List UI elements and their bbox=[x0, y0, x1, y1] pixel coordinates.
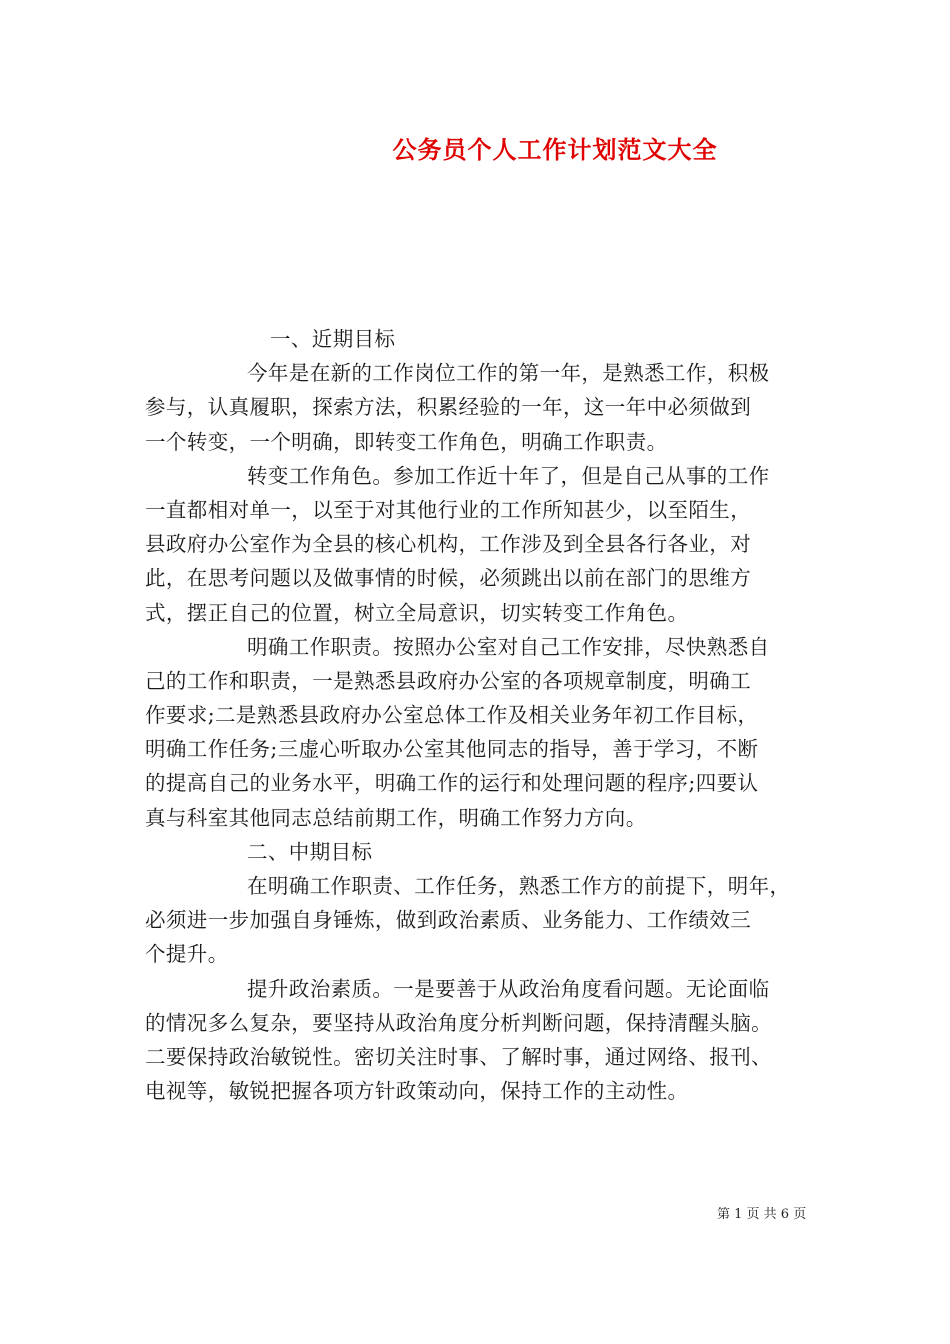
paragraph-line: 一个转变，一个明确，即转变工作角色，明确工作职责。 bbox=[145, 429, 668, 454]
paragraph-line: 电视等，敏锐把握各项方针政策动向，保持工作的主动性。 bbox=[145, 1079, 689, 1104]
paragraph-line: 在明确工作职责、工作任务，熟悉工作方的前提下，明年， bbox=[247, 874, 791, 898]
section-heading: 一、近期目标 bbox=[270, 327, 396, 351]
paragraph-line: 的提高自己的业务水平，明确工作的运行和处理问题的程序;四要认 bbox=[145, 771, 759, 796]
paragraph-line: 县政府办公室作为全县的核心机构，工作涉及到全县各行各业，对 bbox=[145, 532, 752, 557]
document-body bbox=[145, 322, 810, 1108]
paragraph-line: 转变工作角色。参加工作近十年了，但是自己从事的工作 bbox=[247, 463, 770, 488]
paragraph-line: 必须进一步加强自身锤炼，做到政治素质、业务能力、工作绩效三 bbox=[145, 908, 752, 933]
paragraph-line: 式，摆正自己的位置，树立全局意识，切实转变工作角色。 bbox=[145, 600, 689, 625]
paragraph-line: 作要求;二是熟悉县政府办公室总体工作及相关业务年初工作目标， bbox=[145, 703, 759, 728]
paragraph-line: 一直都相对单一，以至于对其他行业的工作所知甚少，以至陌生， bbox=[145, 497, 752, 522]
paragraph-line: 己的工作和职责，一是熟悉县政府办公室的各项规章制度，明确工 bbox=[145, 668, 752, 693]
paragraph-line: 明确工作职责。按照办公室对自己工作安排，尽快熟悉自 bbox=[247, 634, 770, 659]
paragraph-line: 真与科室其他同志总结前期工作，明确工作努力方向。 bbox=[145, 805, 647, 830]
paragraph-line: 提升政治素质。一是要善于从政治角度看问题。无论面临 bbox=[247, 976, 770, 1001]
paragraph-line: 的情况多么复杂，要坚持从政治角度分析判断问题，保持清醒头脑。 bbox=[145, 1010, 772, 1035]
paragraph-line: 个提升。 bbox=[145, 942, 229, 967]
section-heading: 二、中期目标 bbox=[247, 839, 373, 864]
paragraph-line: 参与，认真履职，探索方法，积累经验的一年，这一年中必须做到 bbox=[145, 395, 752, 420]
paragraph-line: 明确工作任务;三虚心听取办公室其他同志的指导，善于学习，不断 bbox=[145, 737, 759, 762]
paragraph-line: 此，在思考问题以及做事情的时候，必须跳出以前在部门的思维方 bbox=[145, 566, 752, 591]
paragraph-line: 今年是在新的工作岗位工作的第一年，是熟悉工作，积极 bbox=[247, 361, 770, 386]
paragraph-line: 二要保持政治敏锐性。密切关注时事、了解时事，通过网络、报刊、 bbox=[145, 1044, 772, 1069]
document-title: 公务员个人工作计划范文大全 bbox=[392, 136, 718, 164]
page-number-footer: 第 1 页 共 6 页 bbox=[717, 1207, 807, 1222]
